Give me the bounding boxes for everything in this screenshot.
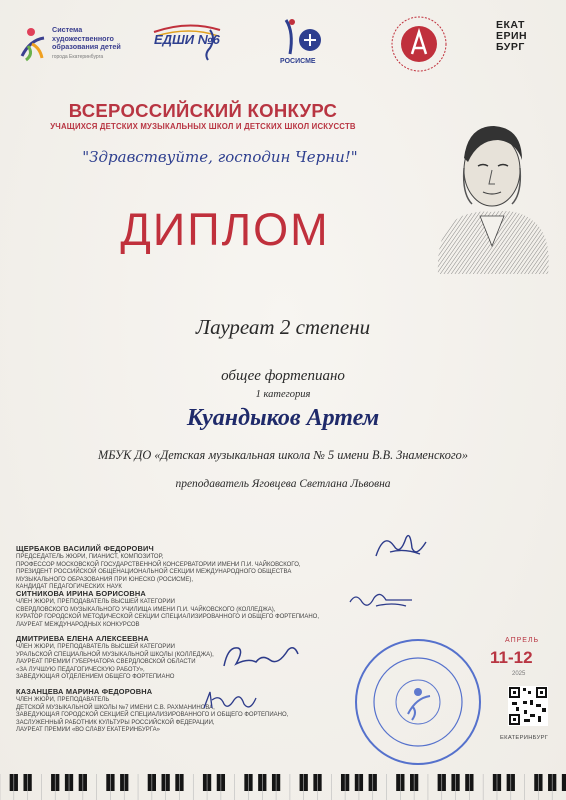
jury-member — [16, 589, 336, 629]
signature-1 — [370, 528, 430, 566]
event-month: АПРЕЛЬ — [505, 637, 540, 644]
czerny-portrait — [428, 108, 556, 274]
system-logo — [18, 24, 138, 68]
jury-name: ЩЕРБАКОВ ВАСИЛИЙ ФЕДОРОВИЧ — [16, 544, 154, 553]
signature-4 — [200, 686, 260, 716]
rosisme-logo-text: РОСИСМЕ — [280, 58, 316, 65]
ekaterinburg-logo: ЕКАТ ЕРИН БУРГ — [496, 19, 528, 53]
logos-row — [18, 14, 552, 74]
student-name: Куандыков Артем — [186, 405, 380, 431]
event-year: 2025 — [512, 671, 526, 677]
school-name: МБУК ДО «Детская музыкальная школа № 5 имени В.В. Знаменского» — [98, 448, 468, 462]
jury-name: ДМИТРИЕВА ЕЛЕНА АЛЕКСЕЕВНА — [16, 634, 149, 643]
category: 1 категория — [255, 389, 311, 400]
jury-description: ПРЕДСЕДАТЕЛЬ ЖЮРИ, ПИАНИСТ, КОМПОЗИТОР, ПРОФЕССОР МОСКОВСКОЙ ГОСУДАРСТВЕННОЙ КОНСЕРВАТОРИИ ИМЕНИ П.И. ЧАЙКОВСКОГО, ПРЕЗИДЕНТ РОССИЙСКОЙ ОБЩЕНАЦИОНАЛЬНОЙ СЕКЦИИ МЕЖДУНАРОДНОГО ОБЩЕСТВА МУЗЫКАЛЬНОГО ОБРАЗОВАНИЯ ПРИ ЮНЕСКО (РОСИСМЕ), КАНДИДАТ ПЕДАГОГИЧЕСКИХ НАУК — [16, 554, 301, 591]
fund-emblem-icon — [388, 14, 450, 74]
contest-subtitle: УЧАЩИХСЯ ДЕТСКИХ МУЗЫКАЛЬНЫХ ШКОЛ И ДЕТСКИХ ШКОЛ ИСКУССТВ — [50, 122, 356, 131]
diploma-heading: ДИПЛОМ — [120, 204, 330, 255]
system-logo-sub: города Екатеринбурга — [52, 54, 104, 60]
figure-icon — [272, 14, 332, 58]
laureate-degree: Лауреат 2 степени — [195, 315, 371, 339]
jury-name: СИТНИКОВА ИРИНА БОРИСОВНА — [16, 589, 146, 598]
official-stamp — [352, 636, 484, 768]
signature-2 — [346, 588, 416, 612]
jury-description: ЧЛЕН ЖЮРИ, ПРЕПОДАВАТЕЛЬ ВЫСШЕЙ КАТЕГОРИИ СВЕРДЛОВСКОГО МУЗЫКАЛЬНОГО УЧИЛИЩА ИМЕНИ П.И. ЧАЙКОВСКОГО (КОЛЛЕДЖА), КУРАТОР ГОРОДСКОЙ МЕТОДИЧЕСКОЙ СЕКЦИИ СПЕЦИАЛИЗИРОВАННОГО И ОБЩЕГО ФОРТЕПИАНО, ЛАУРЕАТ МЕЖДУНАРОДНЫХ КОНКУРСОВ — [16, 599, 319, 628]
jury-member — [16, 687, 336, 735]
eshi-logo-text: ЕДШИ №6 — [154, 32, 220, 47]
dancer-icon — [18, 26, 48, 62]
jury-name: КАЗАНЦЕВА МАРИНА ФЕДОРОВНА — [16, 687, 153, 696]
event-days: 11-12 — [490, 648, 533, 667]
jury-member — [16, 544, 336, 592]
nomination: общее фортепиано — [221, 368, 345, 384]
teacher-name: преподаватель Яговцева Светлана Львовна — [175, 478, 391, 490]
rosisme-logo — [272, 14, 332, 70]
qr-code-icon — [508, 686, 548, 726]
eshi-logo — [148, 20, 228, 68]
jury-description: ЧЛЕН ЖЮРИ, ПРЕПОДАВАТЕЛЬ ДЕТСКОЙ МУЗЫКАЛЬНОЙ ШКОЛЫ №7 ИМЕНИ С.В. РАХМАНИНОВА, ЗАВЕДУЮЩАЯ ГОРОДСКОЙ СЕКЦИЕЙ СПЕЦИАЛИЗИРОВАННОГО И ОБЩЕГО ФОРТЕПИАНО, ЗАСЛУЖЕННЫЙ РАБОТНИК КУЛЬТУРЫ РОССИЙСКОЙ ФЕДЕРАЦИИ, ЛАУРЕАТ ПРЕМИИ «ВО СЛАВУ ЕКАТЕРИНБУРГА» — [16, 697, 289, 734]
piano-keys-decoration — [0, 774, 566, 800]
city-label: ЕКАТЕРИНБУРГ — [500, 735, 549, 741]
contest-name: "Здравствуйте, господин Черни!" — [82, 148, 358, 166]
jury-description: ЧЛЕН ЖЮРИ, ПРЕПОДАВАТЕЛЬ ВЫСШЕЙ КАТЕГОРИИ УРАЛЬСКОЙ СПЕЦИАЛЬНОЙ МУЗЫКАЛЬНОЙ ШКОЛЫ (КОЛЛЕДЖА), ЛАУРЕАТ ПРЕМИИ ГУБЕРНАТОРА СВЕРДЛОВСКОЙ ОБЛАСТИ «ЗА ЛУЧШУЮ ПЕДАГОГИЧЕСКУЮ РАБОТУ», ЗАВЕДУЮЩАЯ ОТДЕЛЕНИЕМ ОБЩЕГО ФОРТЕПИАНО — [16, 644, 214, 681]
system-logo-text: Система художественного образования детей — [52, 25, 121, 51]
fund-logo — [388, 14, 450, 74]
contest-title: ВСЕРОССИЙСКИЙ КОНКУРС — [68, 100, 338, 121]
signature-3 — [218, 640, 302, 674]
